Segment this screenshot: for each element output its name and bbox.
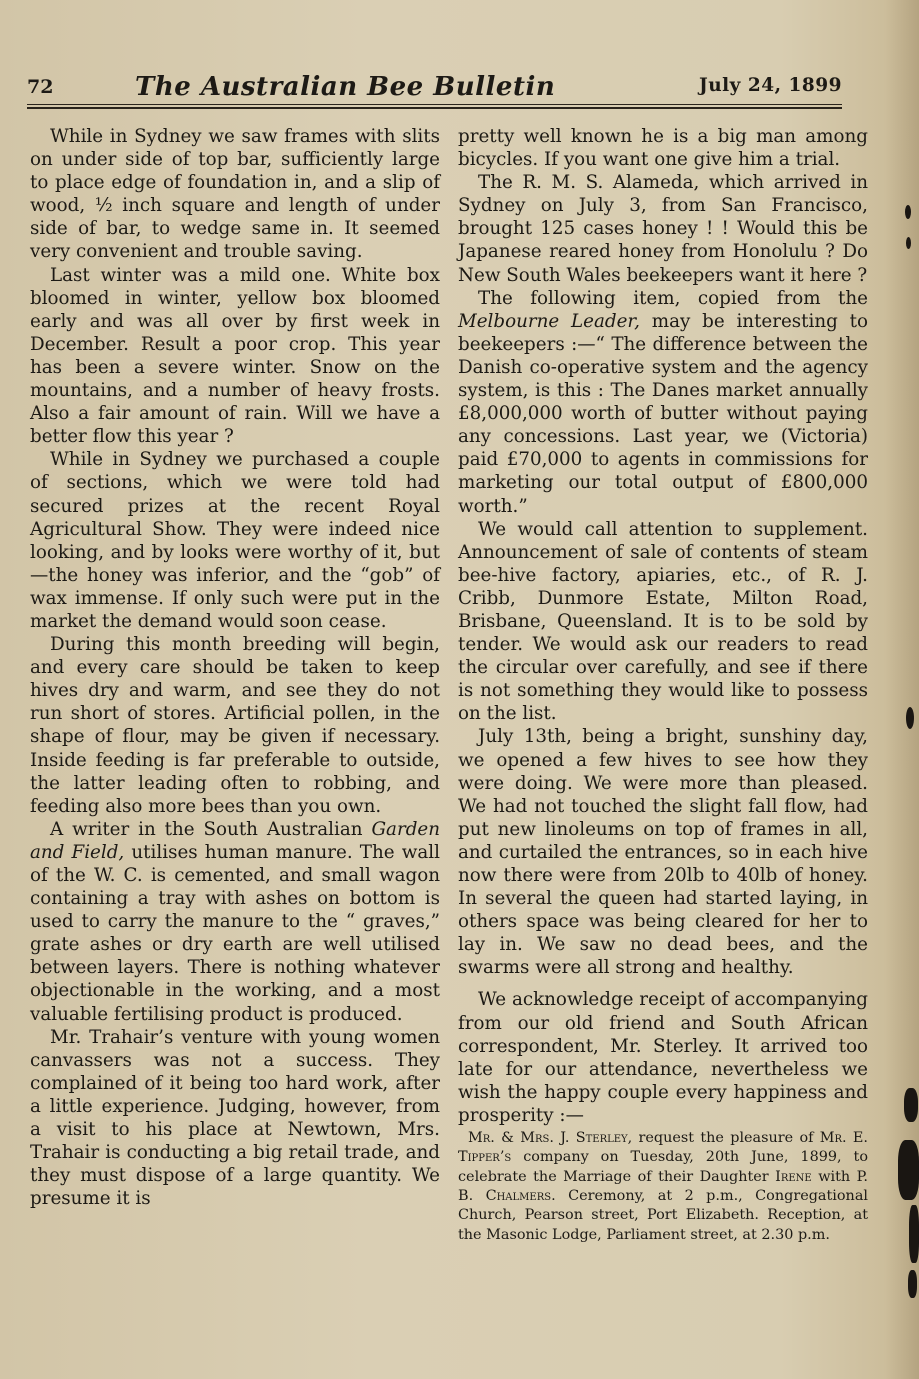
notice-bride: Irene <box>775 1168 812 1185</box>
paragraph-trahair: Mr. Trahair’s venture with young women canvassers was not a success. They complained of it being too hard work, after a little experience. Judging, however, from a visit to his place at Newtown, Mrs. Trahair is conducting a big retail trade, and they must dispose of a large quantity. We presume it is <box>30 1026 440 1210</box>
ink-speck <box>898 1140 919 1200</box>
ink-speck <box>909 1205 919 1263</box>
journal-title: The Australian Bee Bulletin <box>135 72 556 102</box>
text-run: A writer in the South Australian <box>50 818 372 840</box>
wedding-notice <box>458 1129 868 1245</box>
ink-speck <box>906 707 914 729</box>
paragraph-acknowledge: We acknowledge receipt of accompanying from our old friend and South African correspondent, Mr. Sterley. It arrived too late for our attendance, nevertheless we wish the happy couple every happiness and prosperity :— <box>458 989 868 1126</box>
publication-name: Melbourne Leader, <box>458 310 640 332</box>
paragraph-bicycles: pretty well known he is a big man among bicycles. If you want one give him a trial. <box>458 126 868 171</box>
text-run: with <box>811 1168 857 1185</box>
left-column <box>30 125 440 1210</box>
paragraph-alameda: The R. M. S. Alameda, which arrived in Sydney on July 3, from San Francisco, brought 125 cases honey ! ! Would this be Japanese reared honey from Honolulu ? Do New South Wales beekeepers want it here ? <box>458 172 868 286</box>
notice-hosts: Mr. & Mrs. J. Sterley, <box>468 1130 633 1147</box>
paragraph-sections: While in Sydney we purchased a couple of sections, which we were told had secured prizes at the recent Royal Agricultural Show. They were indeed nice looking, and by looks were worthy of it, but—the honey was inferior, and the “gob” of wax immense. If only such were put in the market the demand would soon cease. <box>30 449 440 632</box>
ink-speck <box>908 1270 917 1298</box>
paragraph-melbourne-leader <box>458 287 868 518</box>
right-column <box>458 125 868 1245</box>
header-rule <box>27 104 842 105</box>
ink-speck <box>906 237 911 249</box>
paragraph-supplement: We would call attention to supplement. Announcement of sale of contents of steam bee-hive factory, apiaries, etc., of R. J. Cribb, Dunmore Estate, Milton Road, Brisbane, Queensland. It is to be sold by tender. We would ask our readers to read the circular over carefully, and see if there is not something they would like to possess on the list. <box>458 518 868 725</box>
paragraph-breeding: During this month breeding will begin, and every care should be taken to keep hives dry and warm, and see they do not run short of stores. Artificial pollen, in the shape of flour, may be given if necessary. Inside feeding is far preferable to outside, the latter leading often to robbing, and feeding also more bees than you own. <box>30 634 440 817</box>
issue-date: July 24, 1899 <box>698 75 842 96</box>
notice-guest: Mr. E. Tipper’s <box>458 1130 868 1166</box>
paragraph-july-13: July 13th, being a bright, sunshiny day, we opened a few hives to see how they were doing. We were more than pleased. We had not touched the slight fall flow, had put new linoleums on top of frames in all, and curtailed the entrances, so in each hive now there were from 20lb to 40lb of honey. In several the queen had started laying, in others space was being cleared for her to lay in. We saw no dead bees, and the swarms were all strong and healthy. <box>458 726 868 979</box>
paragraph-manure <box>30 818 440 1026</box>
header-rule-thick <box>27 107 842 109</box>
ink-speck <box>905 205 911 219</box>
publication-name: Garden and Field, <box>30 818 440 863</box>
text-run: company on Tuesday, 20th June, 1899, to celebrate the Marriage of their Daughter <box>458 1149 868 1185</box>
paragraph-winter: Last winter was a mild one. White box bloomed in winter, yellow box bloomed early and was all over by first week in December. Result a poor crop. This year has been a severe winter. Snow on the mountains, and a number of heavy frosts. Also a fair amount of rain. Will we have a better flow this year ? <box>30 264 440 448</box>
page-header <box>27 70 842 106</box>
text-run: may be interesting to beekeepers :—“ The difference between the Danish co-operative system and the agency system, is this : The Danes market annually £8,000,000 worth of butter without paying any concessions. Last year, we (Victoria) paid £70,000 to agents in commissions for marketing our total output of £800,000 worth.” <box>458 310 869 517</box>
paragraph-frames: While in Sydney we saw frames with slits on under side of top bar, sufficiently large to place edge of foundation in, and a slip of wood, ½ inch square and length of under side of bar, to wedge same in. It seemed very convenient and trouble saving. <box>30 126 440 263</box>
notice-groom: P. B. Chalmers. <box>458 1168 868 1204</box>
page-number: 72 <box>27 76 54 98</box>
ink-speck <box>904 1088 918 1122</box>
text-run: utilises human manure. The wall of the W. C. is cemented, and small wagon containing a tray with ashes on bottom is used to carry the manure to the “ graves,” grate ashes or dry earth are well utilised between layers. There is nothing whatever objectionable in the working, and a most valuable fertilising product is produced. <box>30 841 440 1025</box>
text-run: request the pleasure of <box>632 1130 820 1147</box>
text-run: Ceremony, at 2 p.m., Congregational Church, Pearson street, Port Elizabeth. Reception, at the Masonic Lodge, Parliament street, at 2.30 p.m. <box>458 1187 869 1243</box>
text-run: The following item, copied from the <box>478 287 868 309</box>
